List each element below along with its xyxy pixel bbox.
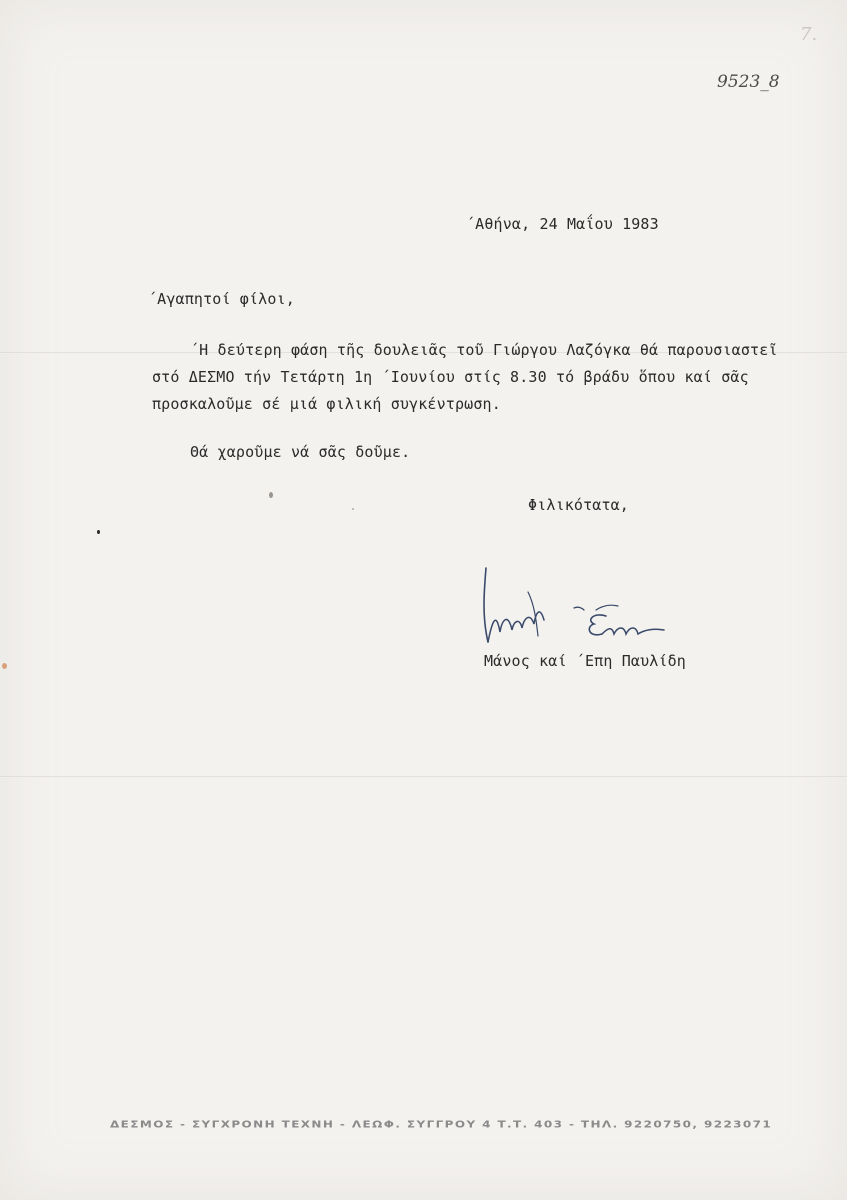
letter-body-line: προσκαλοῦμε σέ μιά φιλική συγκέντρωση. [152,395,501,413]
paper-speck [97,530,100,534]
letter-closing-line: Θά χαροῦμε νά σᾶς δοῦμε. [190,443,411,461]
letter-date: ΄Αθήνα, 24 Μαΐου 1983 [466,215,659,233]
letter-sign-off: Φιλικότατα, [528,496,629,514]
letterhead-footer: ΔΕΣΜΟΣ - ΣΥΓΧΡΟΝΗ ΤΕΧΝΗ - ΛΕΩΦ. ΣΥΓΓΡΟΥ 4 Τ.Τ. 403 - ΤΗΛ. 9220750, 9223071 [110,1118,773,1130]
handwritten-signature [478,562,678,652]
letter-salutation: ΄Αγαπητοί φίλοι, [148,290,295,308]
paper-speck [352,508,354,510]
paper-speck [2,663,7,669]
corner-pencil-number: 7. [800,24,818,45]
letter-body-line: ΄Η δεύτερη φάση τῆς δουλειᾶς τοῦ Γιώργου Λαζόγκα θά παρουσιαστεῖ [190,341,778,359]
letter-body-line: στό ΔΕΣΜΟ τήν Τετάρτη 1η ΄Ιουνίου στίς 8.30 τό βράδυ ὅπου καί σᾶς [152,368,749,386]
letter-signer-names: Μάνος καί ΄Επη Παυλίδη [484,652,686,670]
paper-speck [269,492,273,498]
fold-crease-lower [0,776,847,778]
archive-catalog-number: 9523_8 [717,72,780,92]
